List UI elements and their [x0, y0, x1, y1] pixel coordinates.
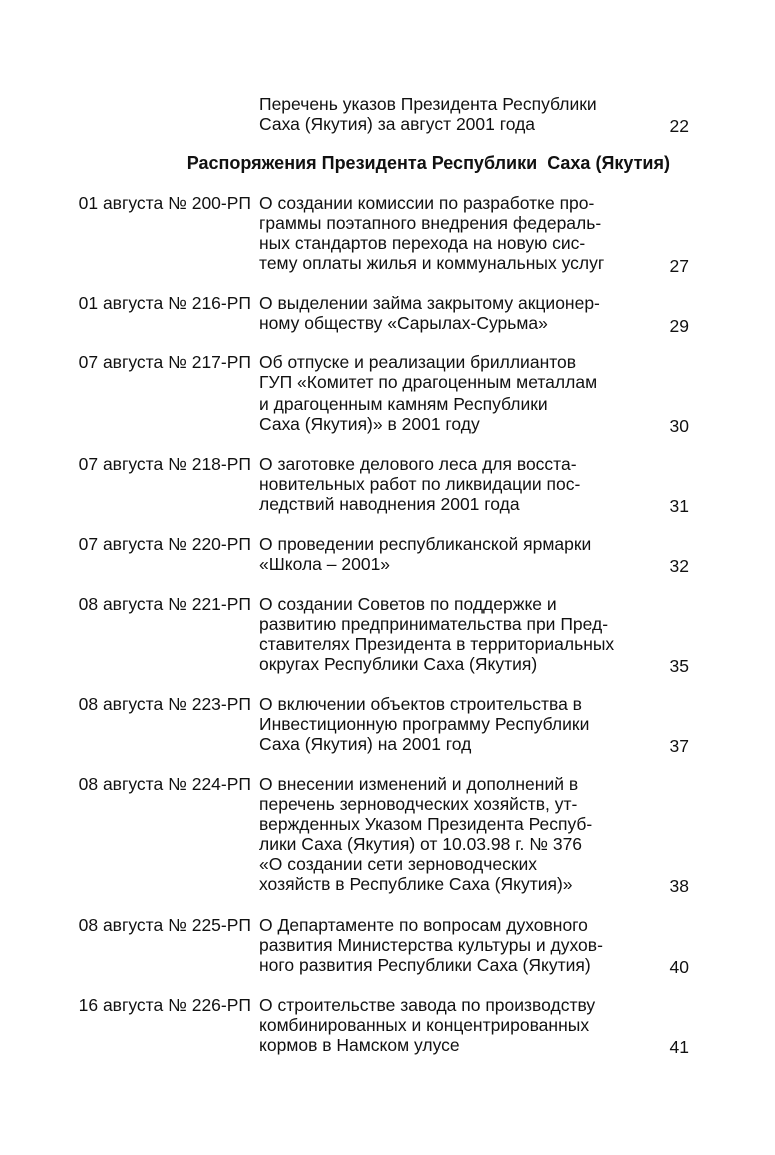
entry-page-number: 35: [669, 656, 689, 676]
entry-date: 07 августа № 218-РП: [78, 454, 251, 474]
entry-line: О создании Советов по поддержке и: [259, 594, 557, 614]
intro-line: Саха (Якутия) за август 2001 года: [259, 114, 536, 134]
entry-date: 08 августа № 221-РП: [78, 594, 251, 614]
entry-line: ных стандартов перехода на новую сис-: [259, 233, 586, 253]
entry-page-number: 37: [669, 736, 689, 756]
entry-line: «О создании сети зерноводческих: [259, 854, 538, 874]
entry-page-number: 31: [669, 496, 689, 516]
entry-line: Инвестиционную программу Республики: [259, 714, 590, 734]
entry-page-number: 41: [669, 1037, 689, 1057]
entry-date: 08 августа № 224-РП: [78, 774, 251, 794]
entry-date: 16 августа № 226-РП: [78, 995, 251, 1015]
entry-line: Об отпуске и реализации бриллиантов: [259, 352, 577, 372]
entry-line: Саха (Якутия) на 2001 год: [259, 734, 472, 754]
entry-page-number: 30: [669, 416, 689, 436]
entry-page-number: 27: [669, 256, 689, 276]
entry-line: О выделении займа закрытому акционер-: [259, 293, 600, 313]
entry-line: Саха (Якутия)» в 2001 году: [259, 414, 480, 434]
entry-page-number: 40: [669, 957, 689, 977]
entry-line: ГУП «Комитет по драгоценным металлам: [259, 372, 598, 392]
entry-line: тему оплаты жилья и коммунальных услуг: [259, 253, 605, 273]
entry-line: «Школа – 2001»: [259, 554, 391, 574]
entry-line: вержденных Указом Президента Респуб-: [259, 814, 593, 834]
entry-line: О проведении республиканской ярмарки: [259, 534, 592, 554]
entry-line: ледствий наводнения 2001 года: [259, 494, 520, 514]
entry-line: развитию предпринимательства при Пред-: [259, 614, 609, 634]
entry-date: 07 августа № 220-РП: [78, 534, 251, 554]
entry-date: 08 августа № 223-РП: [78, 694, 251, 714]
entry-line: ставителях Президента в территориальных: [259, 634, 615, 654]
entry-line: перечень зерноводческих хозяйств, ут-: [259, 794, 578, 814]
entry-line: О заготовке делового леса для восста-: [259, 454, 577, 474]
intro-page-number: 22: [669, 116, 689, 136]
entry-date: 08 августа № 225-РП: [78, 915, 251, 935]
entry-line: О Департаменте по вопросам духовного: [259, 915, 588, 935]
entry-date: 01 августа № 216-РП: [78, 293, 251, 313]
section-heading: Распоряжения Президента Республики Саха (Якутия): [186, 153, 670, 173]
entry-line: О строительстве завода по производству: [259, 995, 596, 1015]
entry-page-number: 29: [669, 316, 689, 336]
entry-line: комбинированных и концентрированных: [259, 1015, 590, 1035]
entry-line: О включении объектов строительства в: [259, 694, 582, 714]
entry-line: ного развития Республики Саха (Якутия): [259, 955, 591, 975]
entry-line: развития Министерства культуры и духов-: [259, 935, 603, 955]
entry-line: О внесении изменений и дополнений в: [259, 774, 579, 794]
entry-line: О создании комиссии по разработке про-: [259, 193, 595, 213]
entry-line: граммы поэтапного внедрения федераль-: [259, 213, 602, 233]
entry-page-number: 38: [669, 876, 689, 896]
entry-line: лики Саха (Якутия) от 10.03.98 г. № 376: [259, 834, 583, 854]
entry-line: ному обществу «Сарылах-Сурьма»: [259, 313, 548, 333]
entry-page-number: 32: [669, 556, 689, 576]
entry-line: новительных работ по ликвидации пос-: [259, 474, 581, 494]
entry-date: 07 августа № 217-РП: [78, 352, 251, 372]
entry-date: 01 августа № 200-РП: [78, 193, 251, 213]
entry-line: и драгоценным камням Республики: [259, 394, 548, 414]
entry-line: кормов в Намском улусе: [259, 1035, 460, 1055]
intro-line: Перечень указов Президента Республики: [259, 94, 597, 114]
entry-line: хозяйств в Республике Саха (Якутия)»: [259, 874, 573, 894]
entry-line: округах Республики Саха (Якутия): [259, 654, 538, 674]
